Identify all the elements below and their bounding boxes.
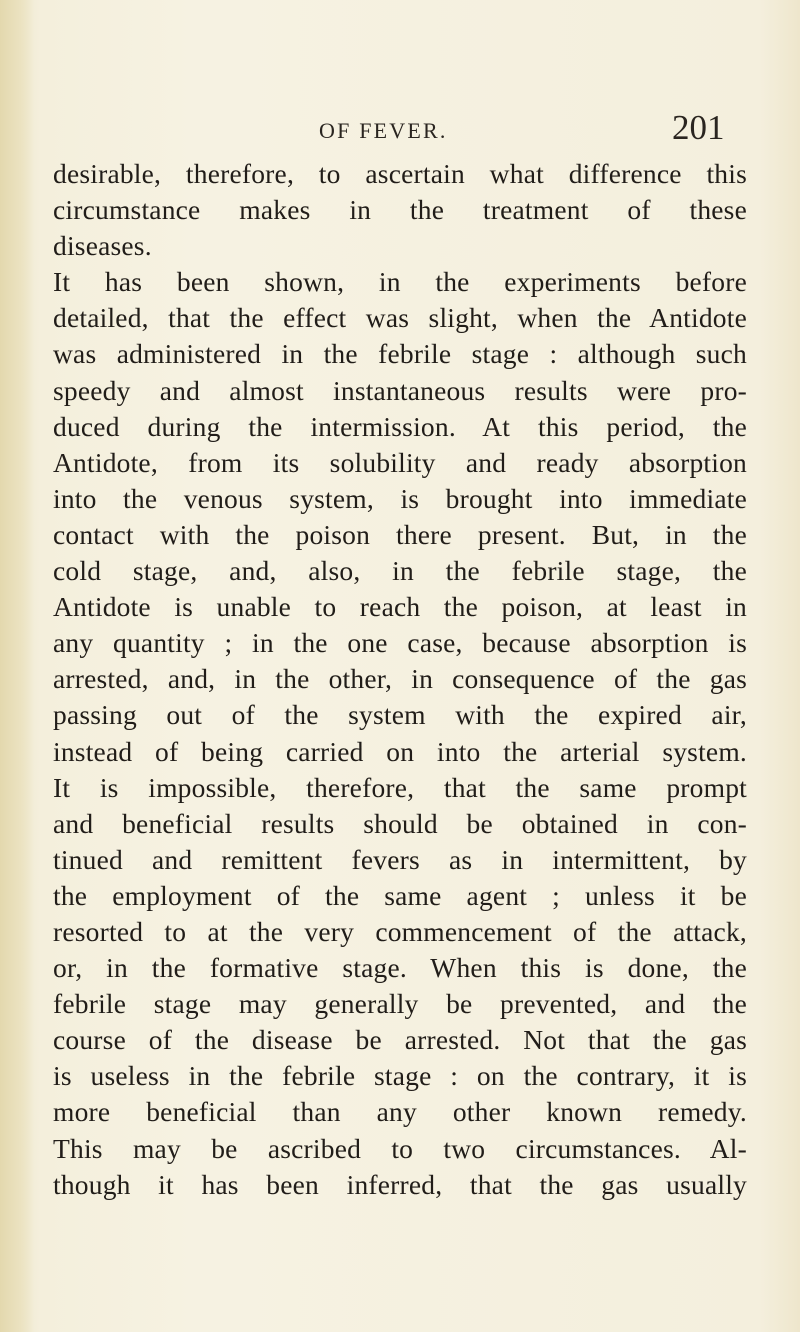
text-line: contact with the poison there present. But, in the: [53, 518, 747, 550]
text-line: cold stage, and, also, in the febrile stage, the: [53, 555, 747, 587]
text-line: Antidote, from its solubility and ready absorption: [53, 446, 747, 478]
text-line: course of the disease be arrested. Not that the gas: [53, 1024, 747, 1056]
text-line: It has been shown, in the experiments before: [53, 266, 747, 298]
text-line: the employment of the same agent ; unless it be: [53, 879, 747, 911]
text-line: or, in the formative stage. When this is done, the: [53, 952, 747, 984]
text-line: is useless in the febrile stage : on the contrary, it is: [53, 1060, 747, 1092]
text-line: though it has been inferred, that the gas usually: [53, 1168, 747, 1200]
text-line: instead of being carried on into the arterial system.: [53, 735, 747, 767]
text-line: more beneficial than any other known remedy.: [53, 1096, 747, 1128]
text-line: This may be ascribed to two circumstances. Al-: [53, 1132, 747, 1164]
text-line: tinued and remittent fevers as in intermittent, by: [53, 843, 747, 875]
text-line: duced during the intermission. At this period, the: [53, 410, 747, 442]
text-line: detailed, that the effect was slight, when the Antidote: [53, 302, 747, 334]
text-line: circumstance makes in the treatment of these: [53, 194, 747, 226]
text-line: desirable, therefore, to ascertain what difference this: [53, 158, 747, 189]
text-line: It is impossible, therefore, that the same prompt: [53, 771, 747, 803]
page-gutter-shadow: [0, 0, 34, 1332]
text-line: passing out of the system with the expired air,: [53, 699, 747, 731]
running-head: [0, 108, 800, 148]
text-line: speedy and almost instantaneous results were pro-: [53, 374, 747, 406]
text-line: arrested, and, in the other, in consequence of the gas: [53, 663, 747, 695]
text-line: into the venous system, is brought into immediate: [53, 482, 747, 514]
text-line: Antidote is unable to reach the poison, at least in: [53, 591, 747, 623]
text-line: was administered in the febrile stage : although such: [53, 338, 747, 370]
text-line: and beneficial results should be obtained in con-: [53, 807, 747, 839]
text-line: diseases.: [53, 230, 152, 262]
text-line: febrile stage may generally be prevented, and the: [53, 988, 747, 1020]
text-line: any quantity ; in the one case, because absorption is: [53, 627, 747, 659]
text-line: resorted to at the very commencement of the attack,: [53, 915, 747, 947]
running-title: OF FEVER.: [319, 118, 448, 143]
page-number: 201: [672, 108, 725, 147]
body-text: [53, 156, 747, 1203]
